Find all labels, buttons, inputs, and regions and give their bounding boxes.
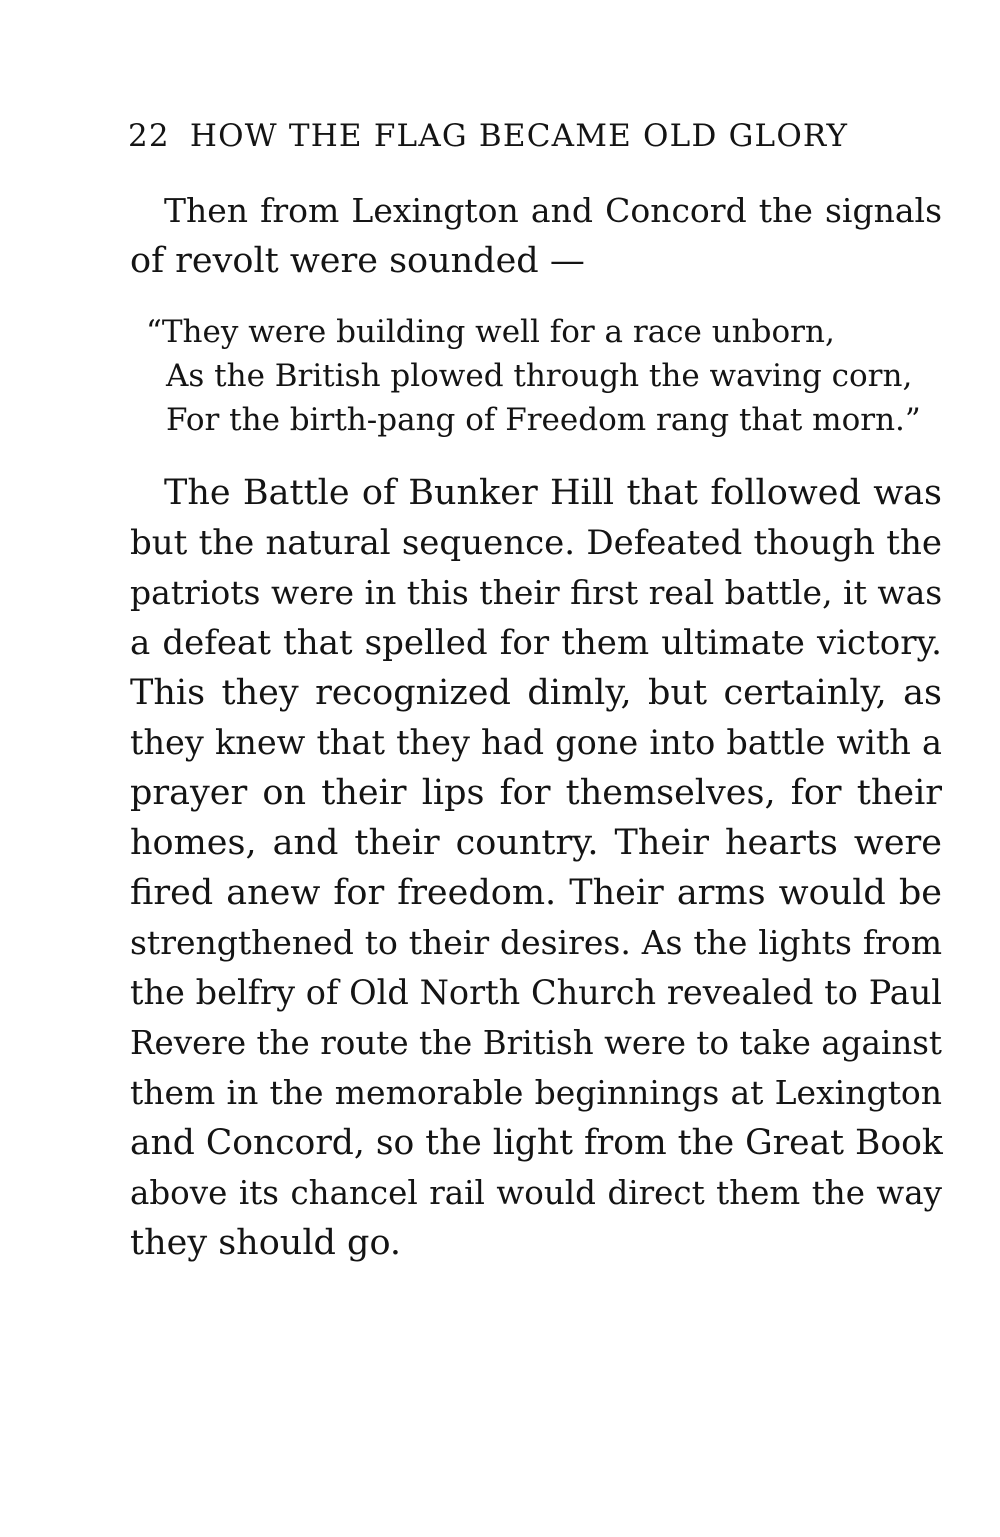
body-line-13: them in the memorable beginnings at Lexington: [130, 1073, 942, 1112]
body-line-3: patriots were in this their first real battle, it was: [130, 573, 943, 612]
page-number: 22: [128, 118, 170, 154]
verse-line-2: As the British plowed through the waving corn,: [166, 358, 913, 394]
body-line-5: This they recognized dimly, but certainly, as: [130, 673, 942, 713]
intro-line-2: of revolt were sounded —: [130, 241, 585, 281]
body-line-7: prayer on their lips for themselves, for their: [130, 773, 942, 813]
body-line-11: the belfry of Old North Church revealed to Paul: [130, 973, 942, 1012]
intro-line-1: Then from Lexington and Concord the signals: [164, 191, 942, 230]
body-line-8: homes, and their country. Their hearts were: [130, 823, 942, 863]
body-line-6: they knew that they had gone into battle with a: [130, 723, 942, 762]
book-title: HOW THE FLAG BECAME OLD GLORY: [189, 118, 849, 154]
body-line-15: above its chancel rail would direct them the way: [130, 1174, 942, 1212]
body-line-2: but the natural sequence. Defeated though the: [130, 523, 942, 563]
body-line-12: Revere the route the British were to take against: [130, 1024, 942, 1062]
body-line-10: strengthened to their desires. As the lights from: [130, 923, 942, 962]
body-line-1: The Battle of Bunker Hill that followed was: [164, 473, 942, 513]
running-head: [128, 118, 918, 158]
body-line-9: fired anew for freedom. Their arms would be: [130, 873, 942, 913]
body-line-16: they should go.: [130, 1223, 402, 1263]
verse-line-3: For the birth-pang of Freedom rang that morn.”: [166, 402, 921, 438]
body-line-14: and Concord, so the light from the Great Book: [130, 1123, 943, 1163]
body-line-4: a defeat that spelled for them ultimate victory.: [130, 623, 942, 663]
verse-line-1: “They were building well for a race unborn,: [146, 314, 835, 350]
